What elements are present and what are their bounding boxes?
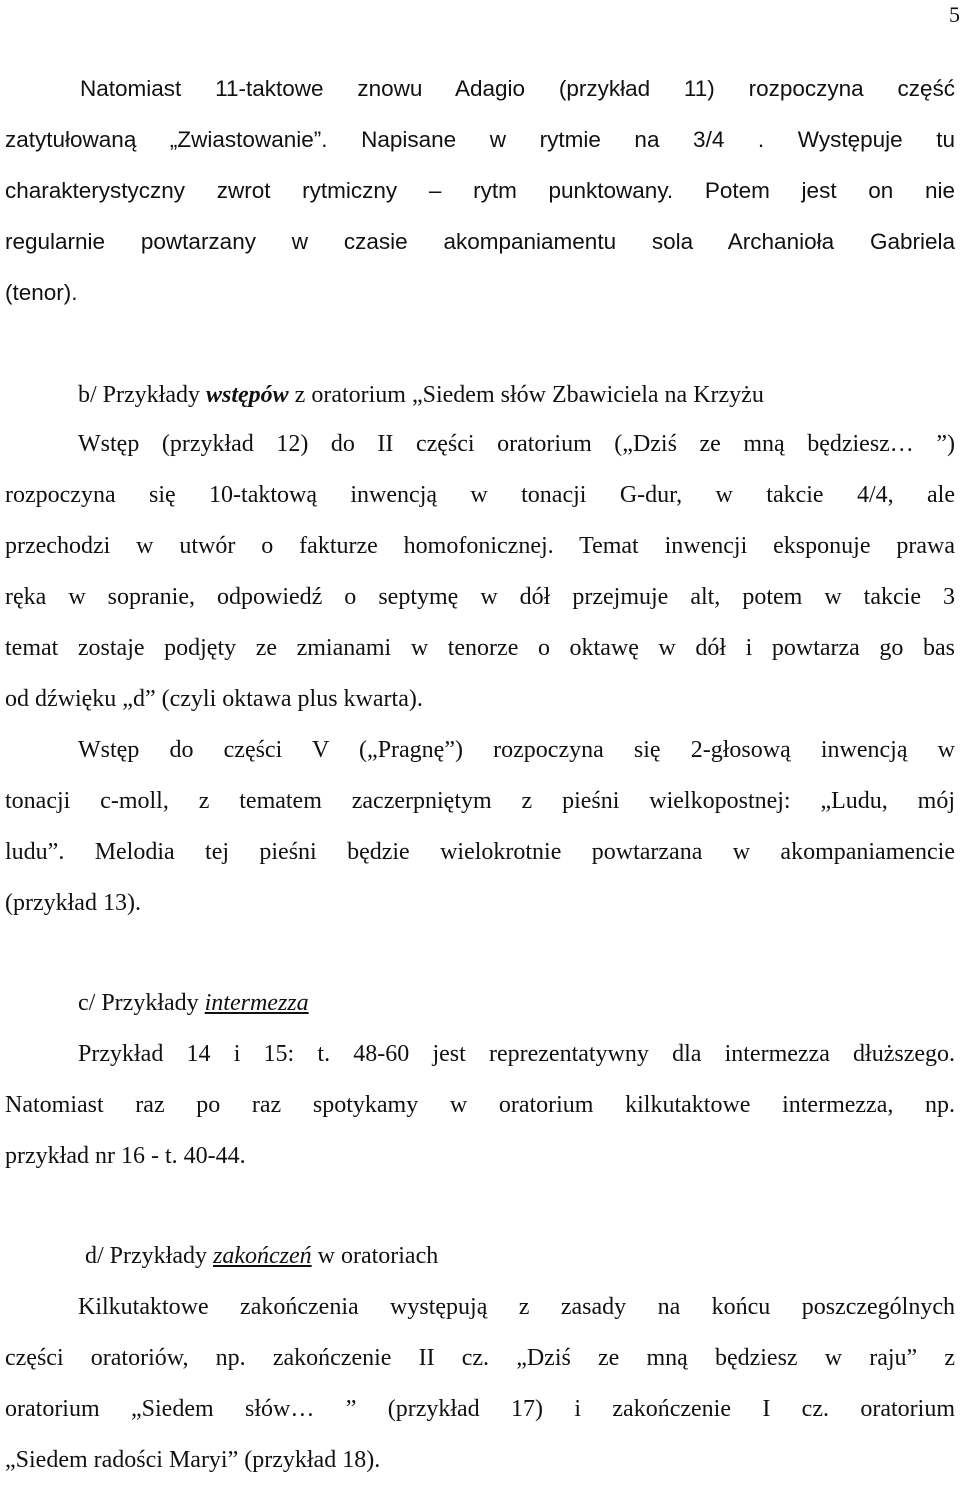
text-line: Natomiast raz po raz spotykamy w oratorium kilkutaktowe intermezza, np. bbox=[5, 1092, 955, 1118]
paragraph-intermezza bbox=[5, 1029, 955, 1182]
text-line: charakterystyczny zwrot rytmiczny – rytm punktowany. Potem jest on nie bbox=[5, 178, 955, 203]
text-line: Natomiast 11-taktowe znowu Adagio (przykład 11) rozpoczyna część bbox=[80, 76, 955, 101]
text-line: ręka w sopranie, odpowiedź o septymę w dół przejmuje alt, potem w takcie 3 bbox=[5, 584, 955, 610]
heading-prefix: c/ Przykłady bbox=[78, 990, 205, 1016]
text-line: od dźwięku „d” (czyli oktawa plus kwarta). bbox=[5, 686, 423, 712]
text-line: „Siedem radości Maryi” (przykład 18). bbox=[5, 1447, 381, 1473]
text-line: oratorium „Siedem słów… ” (przykład 17) i zakończenie I cz. oratorium bbox=[5, 1396, 955, 1422]
text-line: przechodzi w utwór o fakturze homofonicznej. Temat inwencji eksponuje prawa bbox=[5, 533, 955, 559]
section-heading-c bbox=[78, 988, 309, 1018]
text-line: rozpoczyna się 10-taktową inwencją w tonacji G-dur, w takcie 4/4, ale bbox=[5, 482, 955, 508]
section-heading-b bbox=[78, 380, 764, 410]
section-heading-d bbox=[85, 1241, 438, 1271]
paragraph-zakonczenia bbox=[5, 1282, 955, 1486]
heading-suffix: w oratoriach bbox=[311, 1243, 439, 1269]
text-line: regularnie powtarzany w czasie akompaniamentu sola Archanioła Gabriela bbox=[5, 229, 955, 254]
text-line: Wstęp do części V („Pragnę”) rozpoczyna się 2-głosową inwencją w bbox=[78, 737, 955, 763]
text-line: Przykład 14 i 15: t. 48-60 jest reprezentatywny dla intermezza dłuższego. bbox=[78, 1041, 955, 1067]
text-line: części oratoriów, np. zakończenie II cz. „Dziś ze mną będziesz w raju” z bbox=[5, 1345, 955, 1371]
heading-prefix: d/ Przykłady bbox=[85, 1243, 213, 1269]
page-number: 5 bbox=[949, 2, 960, 27]
text-line: Kilkutaktowe zakończenia występują z zasady na końcu poszczególnych bbox=[78, 1294, 955, 1320]
text-line: temat zostaje podjęty ze zmianami w tenorze o oktawę w dół i powtarza go bas bbox=[5, 635, 955, 661]
paragraph-adagio bbox=[5, 63, 955, 318]
text-line: zatytułowaną „Zwiastowanie”. Napisane w rytmie na 3/4 . Występuje tu bbox=[5, 127, 955, 152]
text-line: (przykład 13). bbox=[5, 890, 141, 916]
paragraph-wstep-v bbox=[5, 725, 955, 929]
paragraph-wstep-ii bbox=[5, 419, 955, 725]
text-line: (tenor). bbox=[5, 280, 78, 305]
heading-prefix: b/ Przykłady bbox=[78, 382, 206, 408]
heading-suffix: z oratorium „Siedem słów Zbawiciela na Krzyżu bbox=[288, 382, 764, 408]
text-line: Wstęp (przykład 12) do II części oratorium („Dziś ze mną będziesz… ”) bbox=[78, 431, 955, 457]
heading-emphasis: zakończeń bbox=[212, 1243, 312, 1269]
heading-emphasis: intermezza bbox=[204, 990, 309, 1016]
text-line: ludu”. Melodia tej pieśni będzie wielokrotnie powtarzana w akompaniamencie bbox=[5, 839, 955, 865]
heading-emphasis: wstępów bbox=[205, 382, 289, 408]
text-line: tonacji c-moll, z tematem zaczerpniętym z pieśni wielkopostnej: „Ludu, mój bbox=[5, 788, 955, 814]
text-line: przykład nr 16 - t. 40-44. bbox=[5, 1143, 246, 1169]
